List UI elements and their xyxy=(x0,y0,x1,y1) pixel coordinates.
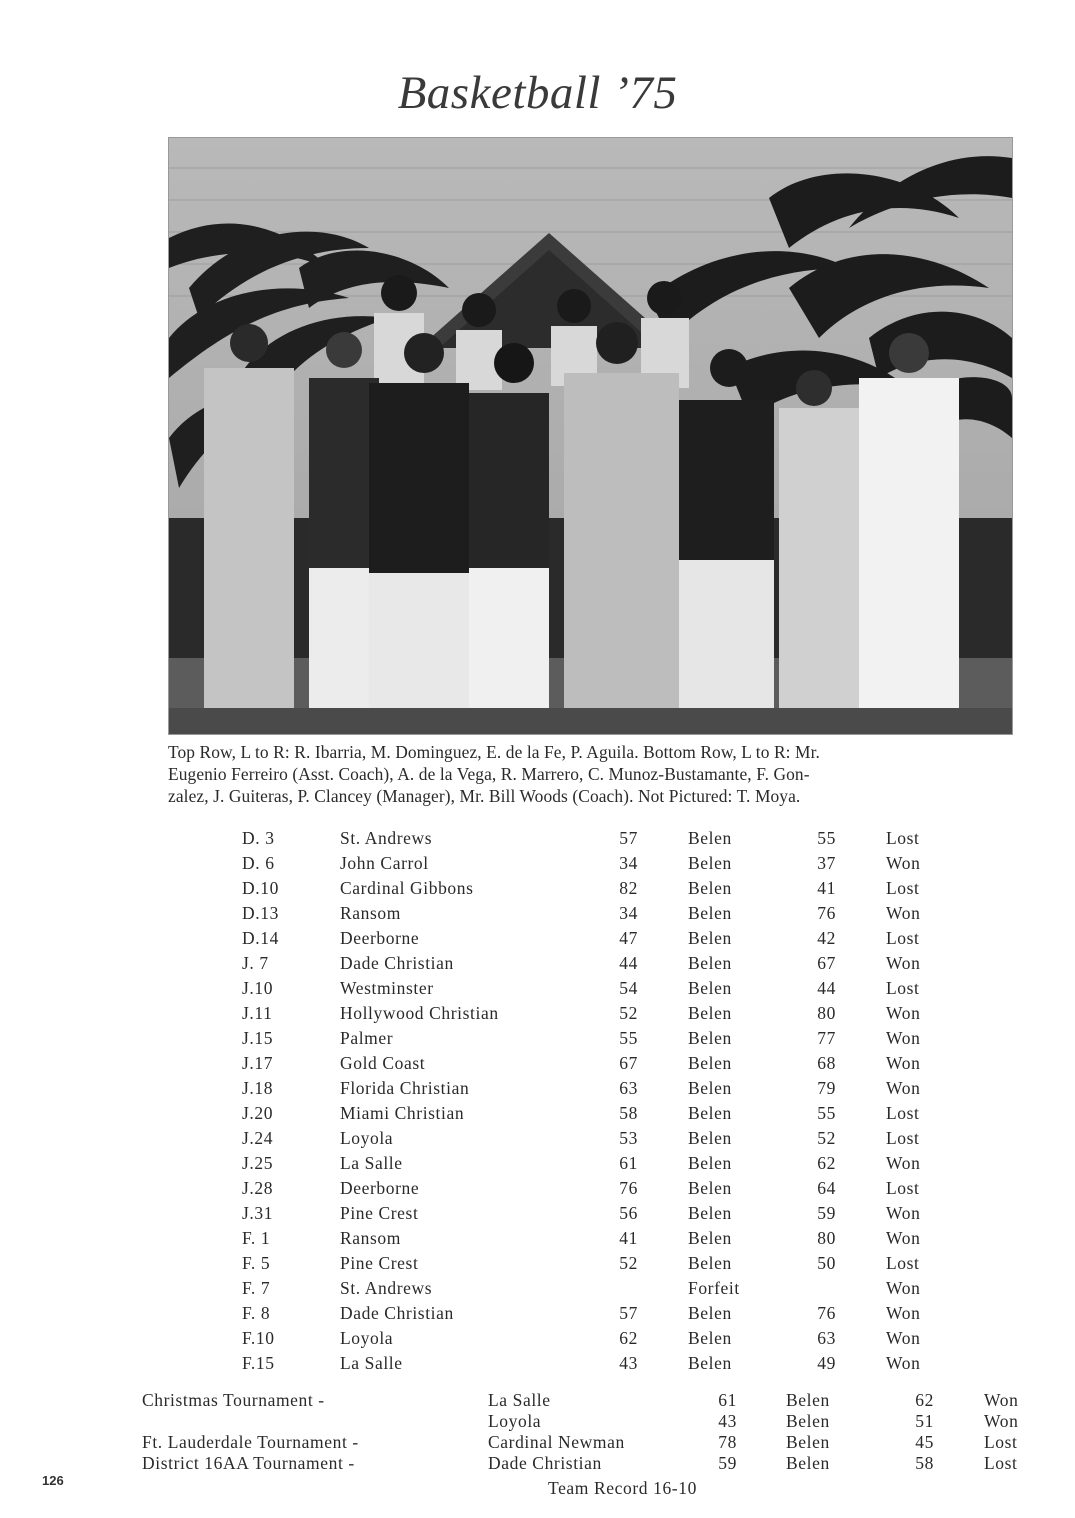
opponent-score: 34 xyxy=(619,853,638,873)
opponent-score: 67 xyxy=(619,1053,638,1073)
game-team: Belen xyxy=(688,1153,732,1173)
game-row xyxy=(0,828,1075,853)
game-row xyxy=(0,903,1075,928)
game-date: J.15 xyxy=(242,1028,274,1048)
game-result: Won xyxy=(886,1003,921,1023)
game-opponent: John Carrol xyxy=(340,853,429,873)
opponent-score: 53 xyxy=(619,1128,638,1148)
game-team: Belen xyxy=(688,1253,732,1273)
opponent-score: 58 xyxy=(619,1103,638,1123)
game-date: F. 5 xyxy=(242,1253,271,1273)
game-result: Won xyxy=(886,1328,921,1348)
belen-score: 80 xyxy=(817,1228,836,1248)
game-opponent: Florida Christian xyxy=(340,1078,470,1098)
game-team: Belen xyxy=(688,1078,732,1098)
opponent-score: 57 xyxy=(619,828,638,848)
opponent-score: 56 xyxy=(619,1203,638,1223)
game-team: Belen xyxy=(688,1028,732,1048)
game-row xyxy=(0,978,1075,1003)
game-row xyxy=(0,1328,1075,1353)
game-date: F. 8 xyxy=(242,1303,271,1323)
game-team: Belen xyxy=(688,853,732,873)
belen-score: 55 xyxy=(817,828,836,848)
belen-score: 42 xyxy=(817,928,836,948)
game-opponent: Dade Christian xyxy=(340,953,454,973)
game-result: Lost xyxy=(886,1128,920,1148)
belen-score: 77 xyxy=(817,1028,836,1048)
game-team: Belen xyxy=(688,1203,732,1223)
opponent-score: 43 xyxy=(718,1411,737,1431)
belen-score: 45 xyxy=(915,1432,934,1452)
game-team: Belen xyxy=(688,1328,732,1348)
tournament-row xyxy=(0,1411,1075,1432)
game-opponent: Cardinal Gibbons xyxy=(340,878,474,898)
team-record: Team Record 16-10 xyxy=(548,1478,697,1498)
belen-score: 64 xyxy=(817,1178,836,1198)
game-team: Belen xyxy=(688,828,732,848)
game-date: D.14 xyxy=(242,928,279,948)
game-opponent: St. Andrews xyxy=(340,828,433,848)
game-date: D. 3 xyxy=(242,828,275,848)
tournament-name: District 16AA Tournament - xyxy=(142,1453,355,1473)
game-opponent: La Salle xyxy=(340,1353,403,1373)
game-row xyxy=(0,1003,1075,1028)
tournament-team: Belen xyxy=(786,1432,830,1452)
game-row xyxy=(0,1028,1075,1053)
game-opponent: Loyola xyxy=(340,1328,394,1348)
game-date: F.15 xyxy=(242,1353,275,1373)
game-row xyxy=(0,1278,1075,1303)
tournament-opponent: La Salle xyxy=(488,1390,551,1410)
belen-score: 52 xyxy=(817,1128,836,1148)
caption-line: Eugenio Ferreiro (Asst. Coach), A. de la Vega, R. Marrero, C. Munoz-Bustamante, F. Gon- xyxy=(168,764,810,784)
game-date: J.18 xyxy=(242,1078,274,1098)
game-opponent: Gold Coast xyxy=(340,1053,426,1073)
game-date: F.10 xyxy=(242,1328,275,1348)
game-row xyxy=(0,1178,1075,1203)
game-opponent: Deerborne xyxy=(340,928,420,948)
game-result: Lost xyxy=(886,1178,920,1198)
game-row xyxy=(0,928,1075,953)
game-team: Belen xyxy=(688,953,732,973)
game-row xyxy=(0,1153,1075,1178)
tournament-row xyxy=(0,1390,1075,1411)
game-date: F. 7 xyxy=(242,1278,271,1298)
game-result: Won xyxy=(886,1153,921,1173)
game-result: Won xyxy=(886,953,921,973)
opponent-score: 52 xyxy=(619,1253,638,1273)
opponent-score: 47 xyxy=(619,928,638,948)
tournament-opponent: Loyola xyxy=(488,1411,542,1431)
game-date: J.11 xyxy=(242,1003,273,1023)
game-opponent: Pine Crest xyxy=(340,1203,419,1223)
opponent-score: 41 xyxy=(619,1228,638,1248)
game-opponent: Ransom xyxy=(340,903,401,923)
game-date: J. 7 xyxy=(242,953,269,973)
game-opponent: Pine Crest xyxy=(340,1253,419,1273)
tournament-name: Ft. Lauderdale Tournament - xyxy=(142,1432,359,1452)
game-date: J.25 xyxy=(242,1153,274,1173)
opponent-score: 55 xyxy=(619,1028,638,1048)
game-date: J.10 xyxy=(242,978,274,998)
game-result: Won xyxy=(886,1203,921,1223)
game-result: Won xyxy=(886,1278,921,1298)
opponent-score: 54 xyxy=(619,978,638,998)
game-result: Won xyxy=(886,1028,921,1048)
tournament-team: Belen xyxy=(786,1411,830,1431)
belen-score: 80 xyxy=(817,1003,836,1023)
belen-score: 76 xyxy=(817,903,836,923)
game-opponent: Loyola xyxy=(340,1128,394,1148)
game-date: J.28 xyxy=(242,1178,274,1198)
caption-line: Top Row, L to R: R. Ibarria, M. Dominguez, E. de la Fe, P. Aguila. Bottom Row, L to R: Mr. xyxy=(168,742,820,762)
belen-score: 62 xyxy=(817,1153,836,1173)
tournament-team: Belen xyxy=(786,1453,830,1473)
game-team: Belen xyxy=(688,1103,732,1123)
game-row xyxy=(0,1303,1075,1328)
game-opponent: Dade Christian xyxy=(340,1303,454,1323)
game-result: Lost xyxy=(886,828,920,848)
team-photo xyxy=(168,137,1013,735)
tournament-result: Won xyxy=(984,1411,1019,1431)
game-opponent: Westminster xyxy=(340,978,434,998)
game-row xyxy=(0,878,1075,903)
belen-score: 49 xyxy=(817,1353,836,1373)
game-result: Won xyxy=(886,853,921,873)
game-opponent: Ransom xyxy=(340,1228,401,1248)
game-row xyxy=(0,1353,1075,1378)
game-opponent: La Salle xyxy=(340,1153,403,1173)
tournament-opponent: Dade Christian xyxy=(488,1453,602,1473)
game-team: Belen xyxy=(688,1228,732,1248)
game-date: D. 6 xyxy=(242,853,275,873)
belen-score: 51 xyxy=(915,1411,934,1431)
opponent-score: 62 xyxy=(619,1328,638,1348)
game-team: Belen xyxy=(688,1053,732,1073)
opponent-score: 63 xyxy=(619,1078,638,1098)
game-team: Belen xyxy=(688,978,732,998)
belen-score: 58 xyxy=(915,1453,934,1473)
game-row xyxy=(0,1253,1075,1278)
game-team: Belen xyxy=(688,1353,732,1373)
game-row xyxy=(0,953,1075,978)
belen-score: 62 xyxy=(915,1390,934,1410)
belen-score: 68 xyxy=(817,1053,836,1073)
opponent-score: 61 xyxy=(718,1390,737,1410)
game-team: Belen xyxy=(688,1128,732,1148)
game-team: Belen xyxy=(688,903,732,923)
opponent-score: 61 xyxy=(619,1153,638,1173)
opponent-score: 59 xyxy=(718,1453,737,1473)
belen-score: 67 xyxy=(817,953,836,973)
belen-score: 37 xyxy=(817,853,836,873)
tournament-opponent: Cardinal Newman xyxy=(488,1432,625,1452)
game-result: Won xyxy=(886,903,921,923)
belen-score: 50 xyxy=(817,1253,836,1273)
game-team: Belen xyxy=(688,1003,732,1023)
game-result: Lost xyxy=(886,928,920,948)
page-title: Basketball ’75 xyxy=(397,67,678,119)
game-opponent: Palmer xyxy=(340,1028,394,1048)
game-team: Forfeit xyxy=(688,1278,740,1298)
game-team: Belen xyxy=(688,878,732,898)
game-row xyxy=(0,1078,1075,1103)
tournament-row xyxy=(0,1432,1075,1453)
game-result: Won xyxy=(886,1303,921,1323)
opponent-score: 82 xyxy=(619,878,638,898)
game-date: J.24 xyxy=(242,1128,274,1148)
game-date: J.17 xyxy=(242,1053,274,1073)
game-date: F. 1 xyxy=(242,1228,271,1248)
opponent-score: 78 xyxy=(718,1432,737,1452)
belen-score: 63 xyxy=(817,1328,836,1348)
opponent-score: 52 xyxy=(619,1003,638,1023)
game-row xyxy=(0,853,1075,878)
game-result: Won xyxy=(886,1053,921,1073)
game-row xyxy=(0,1053,1075,1078)
belen-score: 76 xyxy=(817,1303,836,1323)
tournament-result: Won xyxy=(984,1390,1019,1410)
game-row xyxy=(0,1203,1075,1228)
belen-score: 55 xyxy=(817,1103,836,1123)
belen-score: 44 xyxy=(817,978,836,998)
game-result: Lost xyxy=(886,978,920,998)
belen-score: 41 xyxy=(817,878,836,898)
caption-line: zalez, J. Guiteras, P. Clancey (Manager), Mr. Bill Woods (Coach). Not Pictured: T. Moya. xyxy=(168,786,801,806)
game-result: Lost xyxy=(886,1253,920,1273)
game-opponent: Deerborne xyxy=(340,1178,420,1198)
tournament-row xyxy=(0,1453,1075,1474)
opponent-score: 76 xyxy=(619,1178,638,1198)
game-row xyxy=(0,1228,1075,1253)
game-result: Lost xyxy=(886,1103,920,1123)
game-team: Belen xyxy=(688,1178,732,1198)
opponent-score: 44 xyxy=(619,953,638,973)
game-result: Won xyxy=(886,1353,921,1373)
tournament-result: Lost xyxy=(984,1453,1018,1473)
game-result: Lost xyxy=(886,878,920,898)
game-opponent: St. Andrews xyxy=(340,1278,433,1298)
belen-score: 79 xyxy=(817,1078,836,1098)
tournament-name: Christmas Tournament - xyxy=(142,1390,325,1410)
page-number: 126 xyxy=(42,1473,64,1488)
game-date: J.31 xyxy=(242,1203,274,1223)
game-row xyxy=(0,1103,1075,1128)
tournament-team: Belen xyxy=(786,1390,830,1410)
game-date: D.13 xyxy=(242,903,279,923)
belen-score: 59 xyxy=(817,1203,836,1223)
tournament-result: Lost xyxy=(984,1432,1018,1452)
game-opponent: Miami Christian xyxy=(340,1103,465,1123)
photo-caption xyxy=(168,741,1016,807)
game-team: Belen xyxy=(688,1303,732,1323)
game-result: Won xyxy=(886,1078,921,1098)
game-result: Won xyxy=(886,1228,921,1248)
game-date: D.10 xyxy=(242,878,279,898)
game-opponent: Hollywood Christian xyxy=(340,1003,499,1023)
game-date: J.20 xyxy=(242,1103,274,1123)
game-team: Belen xyxy=(688,928,732,948)
opponent-score: 57 xyxy=(619,1303,638,1323)
game-row xyxy=(0,1128,1075,1153)
opponent-score: 34 xyxy=(619,903,638,923)
opponent-score: 43 xyxy=(619,1353,638,1373)
